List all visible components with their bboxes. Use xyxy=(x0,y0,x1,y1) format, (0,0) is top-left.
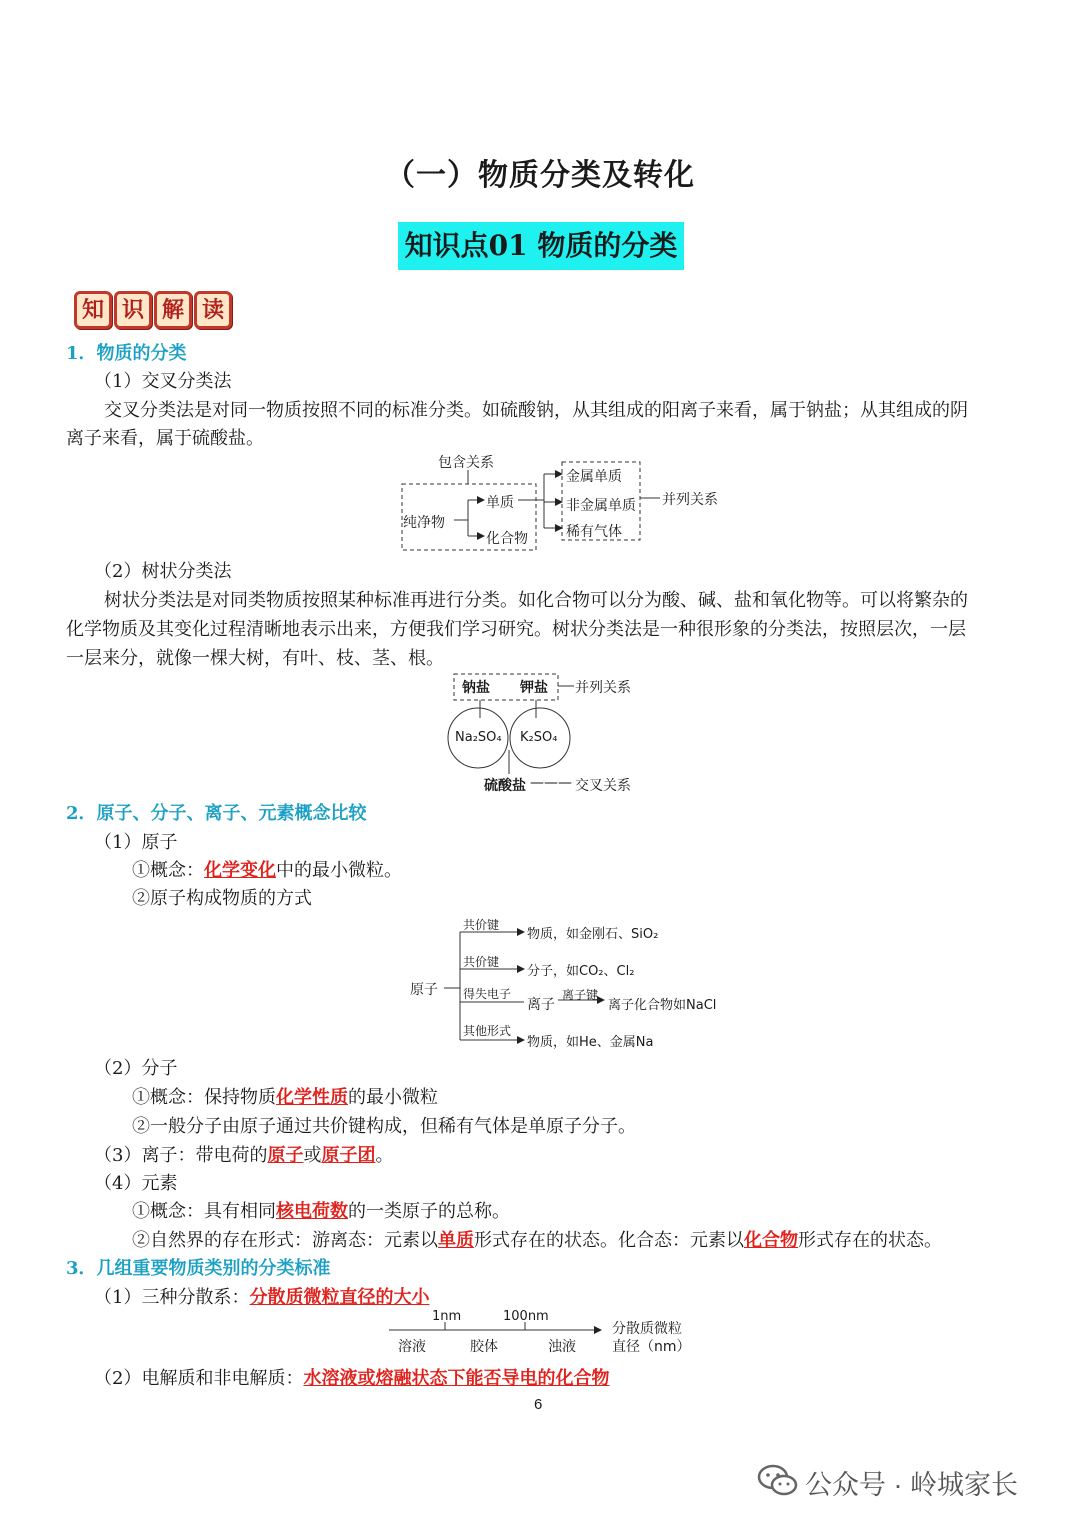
label-na2so4: Na₂SO₄ xyxy=(455,730,502,745)
label-covalent-2: 共价键 xyxy=(463,955,500,969)
label-pure-substance: 纯净物 xyxy=(403,515,445,531)
definition-line: （1）三种分散系：分散质微粒直径的大小 xyxy=(94,1287,430,1308)
knowledge-reading-badge xyxy=(74,291,232,329)
definition-line: ②自然界的存在形式：游离态：元素以单质形式存在的状态。化合态：元素以化合物形式存在的状态。 xyxy=(132,1230,942,1251)
key-term: 水溶液或熔融状态下能否导电的化合物 xyxy=(303,1368,610,1389)
key-term: 单质 xyxy=(438,1230,474,1251)
section-heading: 3．几组重要物质类别的分类标准 xyxy=(66,1258,331,1279)
key-term: 原子团 xyxy=(321,1145,376,1166)
label-k2so4: K₂SO₄ xyxy=(520,730,558,745)
tick-100nm: 100nm xyxy=(503,1309,549,1324)
definition-line: （3）离子：带电荷的原子或原子团。 xyxy=(94,1145,394,1166)
section-heading: 2．原子、分子、离子、元素概念比较 xyxy=(66,803,367,824)
paragraph-line: 交叉分类法是对同一物质按照不同的标准分类。如硫酸钠，从其组成的阳离子来看，属于钠盐；从其组成的阴 xyxy=(104,400,968,421)
key-term: 分散质微粒直径的大小 xyxy=(249,1287,430,1308)
label-suspension: 浊液 xyxy=(548,1339,576,1355)
key-term: 化合物 xyxy=(744,1230,798,1251)
label-colloid: 胶体 xyxy=(470,1339,498,1355)
tick-1nm: 1nm xyxy=(432,1309,462,1324)
key-term: 化学性质 xyxy=(276,1087,348,1108)
label-ion: 离子 xyxy=(527,997,555,1013)
key-term: 化学变化 xyxy=(204,860,276,881)
definition-line: ②一般分子由原子通过共价键构成，但稀有气体是单原子分子。 xyxy=(132,1116,636,1137)
definition-line: ①概念：化学变化中的最小微粒。 xyxy=(132,860,402,881)
subheading: （1）原子 xyxy=(94,832,178,853)
label-sulfate: 硫酸盐 xyxy=(484,778,526,794)
label-other-form: 其他形式 xyxy=(463,1024,512,1038)
definition-line: ①概念：保持物质化学性质的最小微粒 xyxy=(132,1087,438,1108)
paragraph-line: 离子来看，属于硫酸盐。 xyxy=(66,428,264,449)
label-solution: 溶液 xyxy=(398,1339,426,1355)
definition-line: （2）电解质和非电解质：水溶液或熔融状态下能否导电的化合物 xyxy=(94,1368,610,1389)
page-number: 6 xyxy=(534,1396,543,1413)
watermark-text: 公众号 · 岭城家长 xyxy=(805,1470,1018,1500)
paragraph-line: 化学物质及其变化过程清晰地表示出来，方便我们学习研究。树状分类法是一种很形象的分类法，按照层次，一层 xyxy=(66,619,966,640)
subheading: （1）交叉分类法 xyxy=(94,371,232,392)
label-parallel-relation-2: 并列关系 xyxy=(575,680,631,696)
label-substance-diamond: 物质，如金刚石、SiO₂ xyxy=(527,927,659,942)
dash-line: ——— xyxy=(530,775,572,791)
label-cross-relation: 交叉关系 xyxy=(575,778,631,794)
definition-line: ②原子构成物质的方式 xyxy=(132,888,312,909)
badge-char: 识 xyxy=(114,291,152,329)
paragraph-line: 树状分类法是对同类物质按照某种标准再进行分类。如化合物可以分为酸、碱、盐和氧化物等。可以将繁杂的 xyxy=(104,590,968,611)
definition-line: ①概念：具有相同核电荷数的一类原子的总称。 xyxy=(132,1201,510,1222)
label-parallel-relation: 并列关系 xyxy=(662,492,718,508)
key-term: 核电荷数 xyxy=(276,1201,348,1222)
label-atom: 原子 xyxy=(410,982,438,998)
subheading: （2）树状分类法 xyxy=(94,561,232,582)
label-sodium-salt: 钠盐 xyxy=(462,680,490,696)
label-metal: 金属单质 xyxy=(566,469,622,485)
label-substance-he: 物质，如He、金属Na xyxy=(527,1035,654,1050)
label-covalent-1: 共价键 xyxy=(463,918,500,932)
label-nonmetal: 非金属单质 xyxy=(566,498,636,514)
badge-char: 解 xyxy=(154,291,192,329)
label-noble-gas: 稀有气体 xyxy=(566,524,622,540)
page-title: （一）物质分类及转化 xyxy=(385,158,695,193)
badge-char: 知 xyxy=(74,291,112,329)
wechat-icon xyxy=(756,1463,800,1497)
key-term: 原子 xyxy=(267,1145,304,1166)
subheading: （4）元素 xyxy=(94,1173,178,1194)
label-potassium-salt: 钾盐 xyxy=(520,680,548,696)
label-ionic-bond: 离子键 xyxy=(562,988,599,1002)
badge-char: 读 xyxy=(194,291,232,329)
knowledge-point-title: 知识点01 物质的分类 xyxy=(398,222,684,270)
axis-label-line1: 分散质微粒 xyxy=(612,1321,682,1337)
axis-label-line2: 直径（nm） xyxy=(612,1339,691,1355)
label-electron-transfer: 得失电子 xyxy=(463,987,512,1001)
label-molecule-co2: 分子，如CO₂、Cl₂ xyxy=(527,964,635,979)
subheading: （2）分子 xyxy=(94,1058,178,1079)
label-contain-relation: 包含关系 xyxy=(438,455,494,471)
paragraph-line: 一层来分，就像一棵大树，有叶、枝、茎、根。 xyxy=(66,648,444,669)
section-heading: 1．物质的分类 xyxy=(66,343,187,364)
label-element-substance: 单质 xyxy=(486,495,514,511)
label-compound: 化合物 xyxy=(486,531,528,547)
label-ionic-compound: 离子化合物如NaCl xyxy=(608,998,717,1013)
